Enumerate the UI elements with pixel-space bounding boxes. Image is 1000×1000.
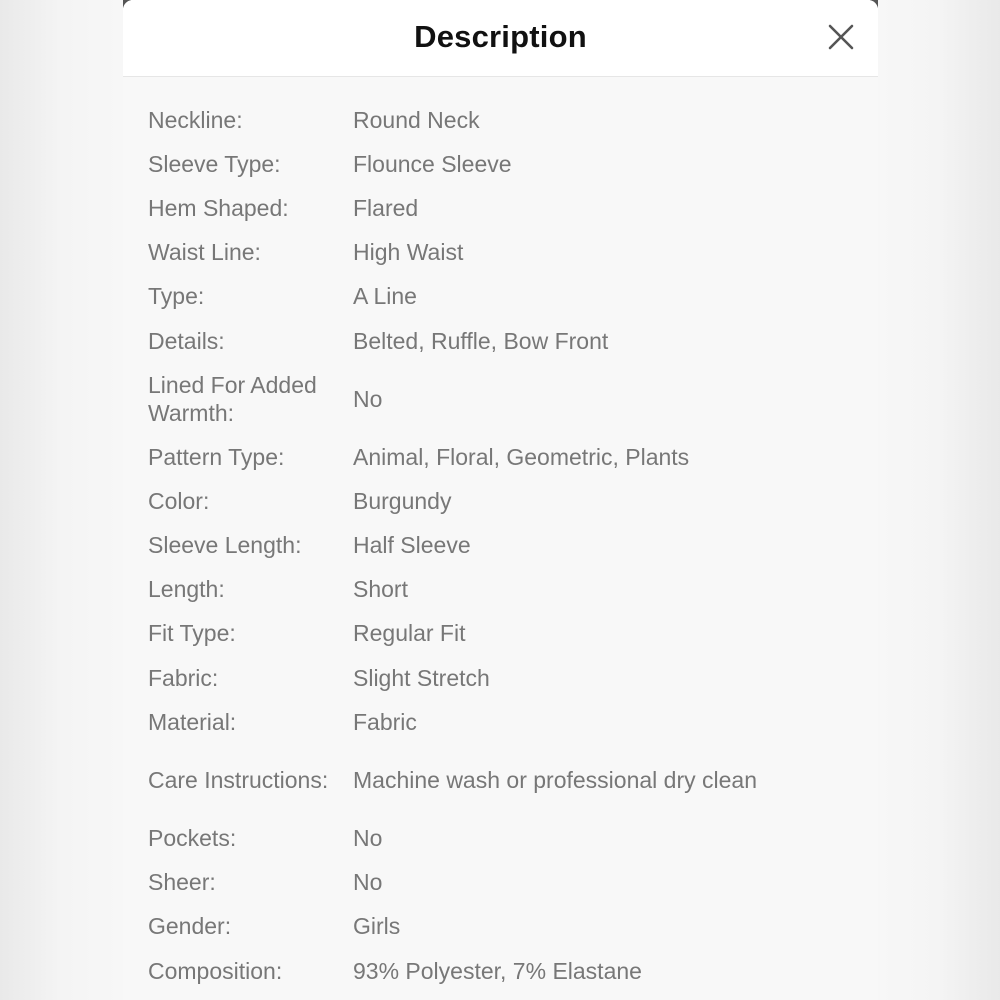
attribute-label: Lined For Added Warmth: [148,372,317,427]
attribute-value: Animal, Floral, Geometric, Plants [353,443,690,470]
attribute-row-fabric [148,656,858,700]
attribute-row-neckline [148,98,858,142]
attribute-row-color [148,479,858,523]
attribute-label: Sleeve Length: [148,532,302,559]
attribute-label: Color: [148,487,210,514]
attribute-row-pattern-type [148,435,858,479]
close-icon [826,22,856,52]
attribute-value: High Waist [353,239,464,266]
attribute-label: Pattern Type: [148,443,285,470]
attribute-row-details [148,319,858,363]
attribute-label: Sheer: [148,869,216,896]
attribute-row-material [148,700,858,744]
attribute-value: No [353,869,383,896]
attribute-value: Round Neck [353,106,480,133]
attribute-label: Length: [148,576,225,603]
attribute-value: Regular Fit [353,620,466,647]
attribute-row-sleeve-length [148,524,858,568]
attribute-label: Care Instructions: [148,767,329,794]
sheet-header [123,0,878,77]
attribute-value: No [353,825,383,852]
attribute-row-sleeve-type [148,142,858,186]
attribute-label: Details: [148,327,225,354]
attribute-label: Type: [148,283,205,310]
attribute-label: Fabric: [148,664,219,691]
attribute-value: Half Sleeve [353,532,471,559]
attribute-row-fit-type [148,612,858,656]
attribute-label: Fit Type: [148,620,236,647]
attribute-list [148,98,858,993]
attribute-row-hem-shaped [148,186,858,230]
attribute-row-length [148,568,858,612]
attribute-row-gender [148,905,858,949]
attribute-row-composition [148,949,858,993]
attribute-value: 93% Polyester, 7% Elastane [353,957,642,984]
attribute-value: A Line [353,283,417,310]
close-button[interactable] [826,22,856,52]
attribute-label: Composition: [148,957,283,984]
attribute-value: Machine wash or professional dry clean [353,767,757,794]
attribute-row-pockets [148,816,858,860]
attribute-value: Burgundy [353,487,452,514]
description-sheet [123,0,878,1000]
attribute-label: Pockets: [148,825,237,852]
attribute-row-type [148,275,858,319]
attribute-value: Flared [353,194,419,221]
attribute-label: Waist Line: [148,239,261,266]
attribute-label: Hem Shaped: [148,194,289,221]
attribute-label: Neckline: [148,106,243,133]
attribute-row-sheer [148,861,858,905]
attribute-value: Flounce Sleeve [353,150,512,177]
attribute-row-care-instructions [148,744,858,816]
attribute-value: Short [353,576,408,603]
attribute-value: Fabric [353,708,417,735]
attribute-value: Belted, Ruffle, Bow Front [353,327,609,354]
sheet-title: Description [414,19,587,54]
attribute-row-waist-line [148,231,858,275]
attribute-label: Sleeve Type: [148,150,281,177]
attribute-value: Slight Stretch [353,664,490,691]
attribute-value: No [353,386,383,413]
attribute-row-lined-for-added-warmth [148,363,858,435]
attribute-label: Material: [148,708,237,735]
attribute-label: Gender: [148,913,232,940]
attribute-value: Girls [353,913,401,940]
